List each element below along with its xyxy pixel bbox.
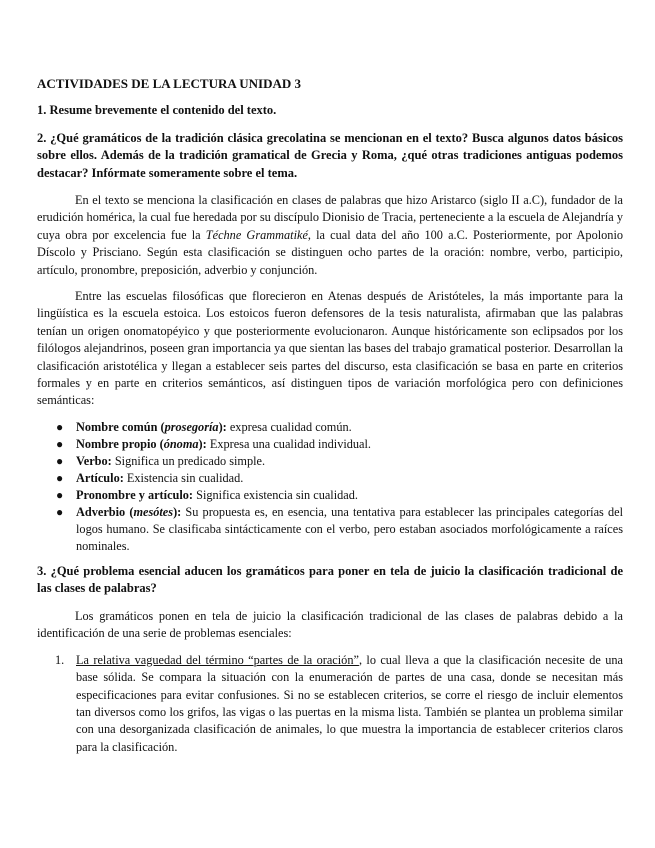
list-item: ● Verbo: Significa un predicado simple. xyxy=(56,453,266,468)
problems-list xyxy=(37,652,623,756)
paragraph-aristarco: En el texto se menciona la clasificación en clases de palabras que hizo Aristarco (siglo II a.C), fundador de la erudición homérica, la cual fue heredada por su discípulo Dionisio de Tracia, perteneciente a la escuela de Alejandría y cuya obra por excelencia fue la Téchne Grammatiké, la cual data del año 100 a.C. Posteriormente, por Apolonio Díscolo y Prisciano. Según esta clasificación se distinguen ocho partes de la oración: nombre, verbo, participio, artículo, pronombre, preposición, adverbio y conjunción. xyxy=(37,193,624,277)
bullet-icon: ● xyxy=(56,504,64,519)
list-item: ● Adverbio (mesótes): Su propuesta es, en esencia, una tentativa para establecer las principales categorías del logos humano. Se clasificaba sintácticamente con el verbo, pero estaban asociados morfológicamente a raíces nominales. xyxy=(56,504,623,553)
document-page xyxy=(37,76,623,756)
bullet-icon: ● xyxy=(56,470,64,485)
question-2: 2. ¿Qué gramáticos de la tradición clásica grecolatina se mencionan en el texto? Busca algunos datos básicos sobre ellos. Además de la tradición gramatical de Grecia y Roma, ¿qué otras tradiciones antiguas podemos destacar? Infórmate someramente sobre el tema. xyxy=(37,130,623,180)
list-item: ● Nombre propio (ónoma): Expresa una cualidad individual. xyxy=(56,436,371,451)
paragraph-problemas: Los gramáticos ponen en tela de juicio la clasificación tradicional de las clases de palabras debido a la identificación de una serie de problemas esenciales: xyxy=(37,608,623,641)
paragraph-estoicos: Entre las escuelas filosóficas que florecieron en Atenas después de Aristóteles, la más importante para la lingüística es la escuela estoica. Los estoicos fueron defensores de la tesis naturalista, afirmaban que las palabras tenían un origen onomatopéyico y que posteriormente evolucionaron. Aunque históricamente son eclipsados por los filólogos alejandrinos, poseen gran importancia ya que sientan las bases del trabajo gramatical posterior. Desarrollan la clasificación aristotélica y llegan a establecer seis partes del discurso, esta clasificación se basa en parte en criterios formales y en parte en criterios semánticos, así distinguen tipos de variación morfológica pero con definiciones semánticas: xyxy=(37,289,623,408)
book-title: Téchne Grammatiké xyxy=(205,227,308,242)
bullet-icon: ● xyxy=(56,487,64,502)
bullet-icon: ● xyxy=(56,436,64,451)
document-title: ACTIVIDADES DE LA LECTURA UNIDAD 3 xyxy=(37,76,302,91)
parts-of-speech-list xyxy=(37,419,623,555)
list-item: ● Artículo: Existencia sin cualidad. xyxy=(56,470,244,485)
underlined-term: La relativa vaguedad del término “partes de la oración” xyxy=(76,652,359,667)
bullet-icon: ● xyxy=(56,453,64,468)
list-number: 1. xyxy=(55,652,65,667)
list-item: 1. La relativa vaguedad del término “partes de la oración”, lo cual lleva a que la clasificación necesite de una base sólida. Se compara la situación con la enumeración de partes de una casa, donde se necesitan más especificaciones para evitar confusiones. Si no se establecen criterios, se corre el riesgo de incluir elementos tan diversos como los grifos, las vigas o las puertas en la misma lista. También se plantea un problema similar con una desorganizada clasificación de animales, lo que muestra la importancia de establecer criterios claros para la clasificación. xyxy=(55,652,623,754)
list-item: ● Pronombre y artículo: Significa existencia sin cualidad. xyxy=(56,487,358,502)
bullet-icon: ● xyxy=(56,419,64,434)
question-3: 3. ¿Qué problema esencial aducen los gramáticos para poner en tela de juicio la clasificación tradicional de las clases de palabras? xyxy=(37,563,623,596)
question-1: 1. Resume brevemente el contenido del texto. xyxy=(37,103,277,117)
list-item: ● Nombre común (prosegoría): expresa cualidad común. xyxy=(56,419,352,434)
